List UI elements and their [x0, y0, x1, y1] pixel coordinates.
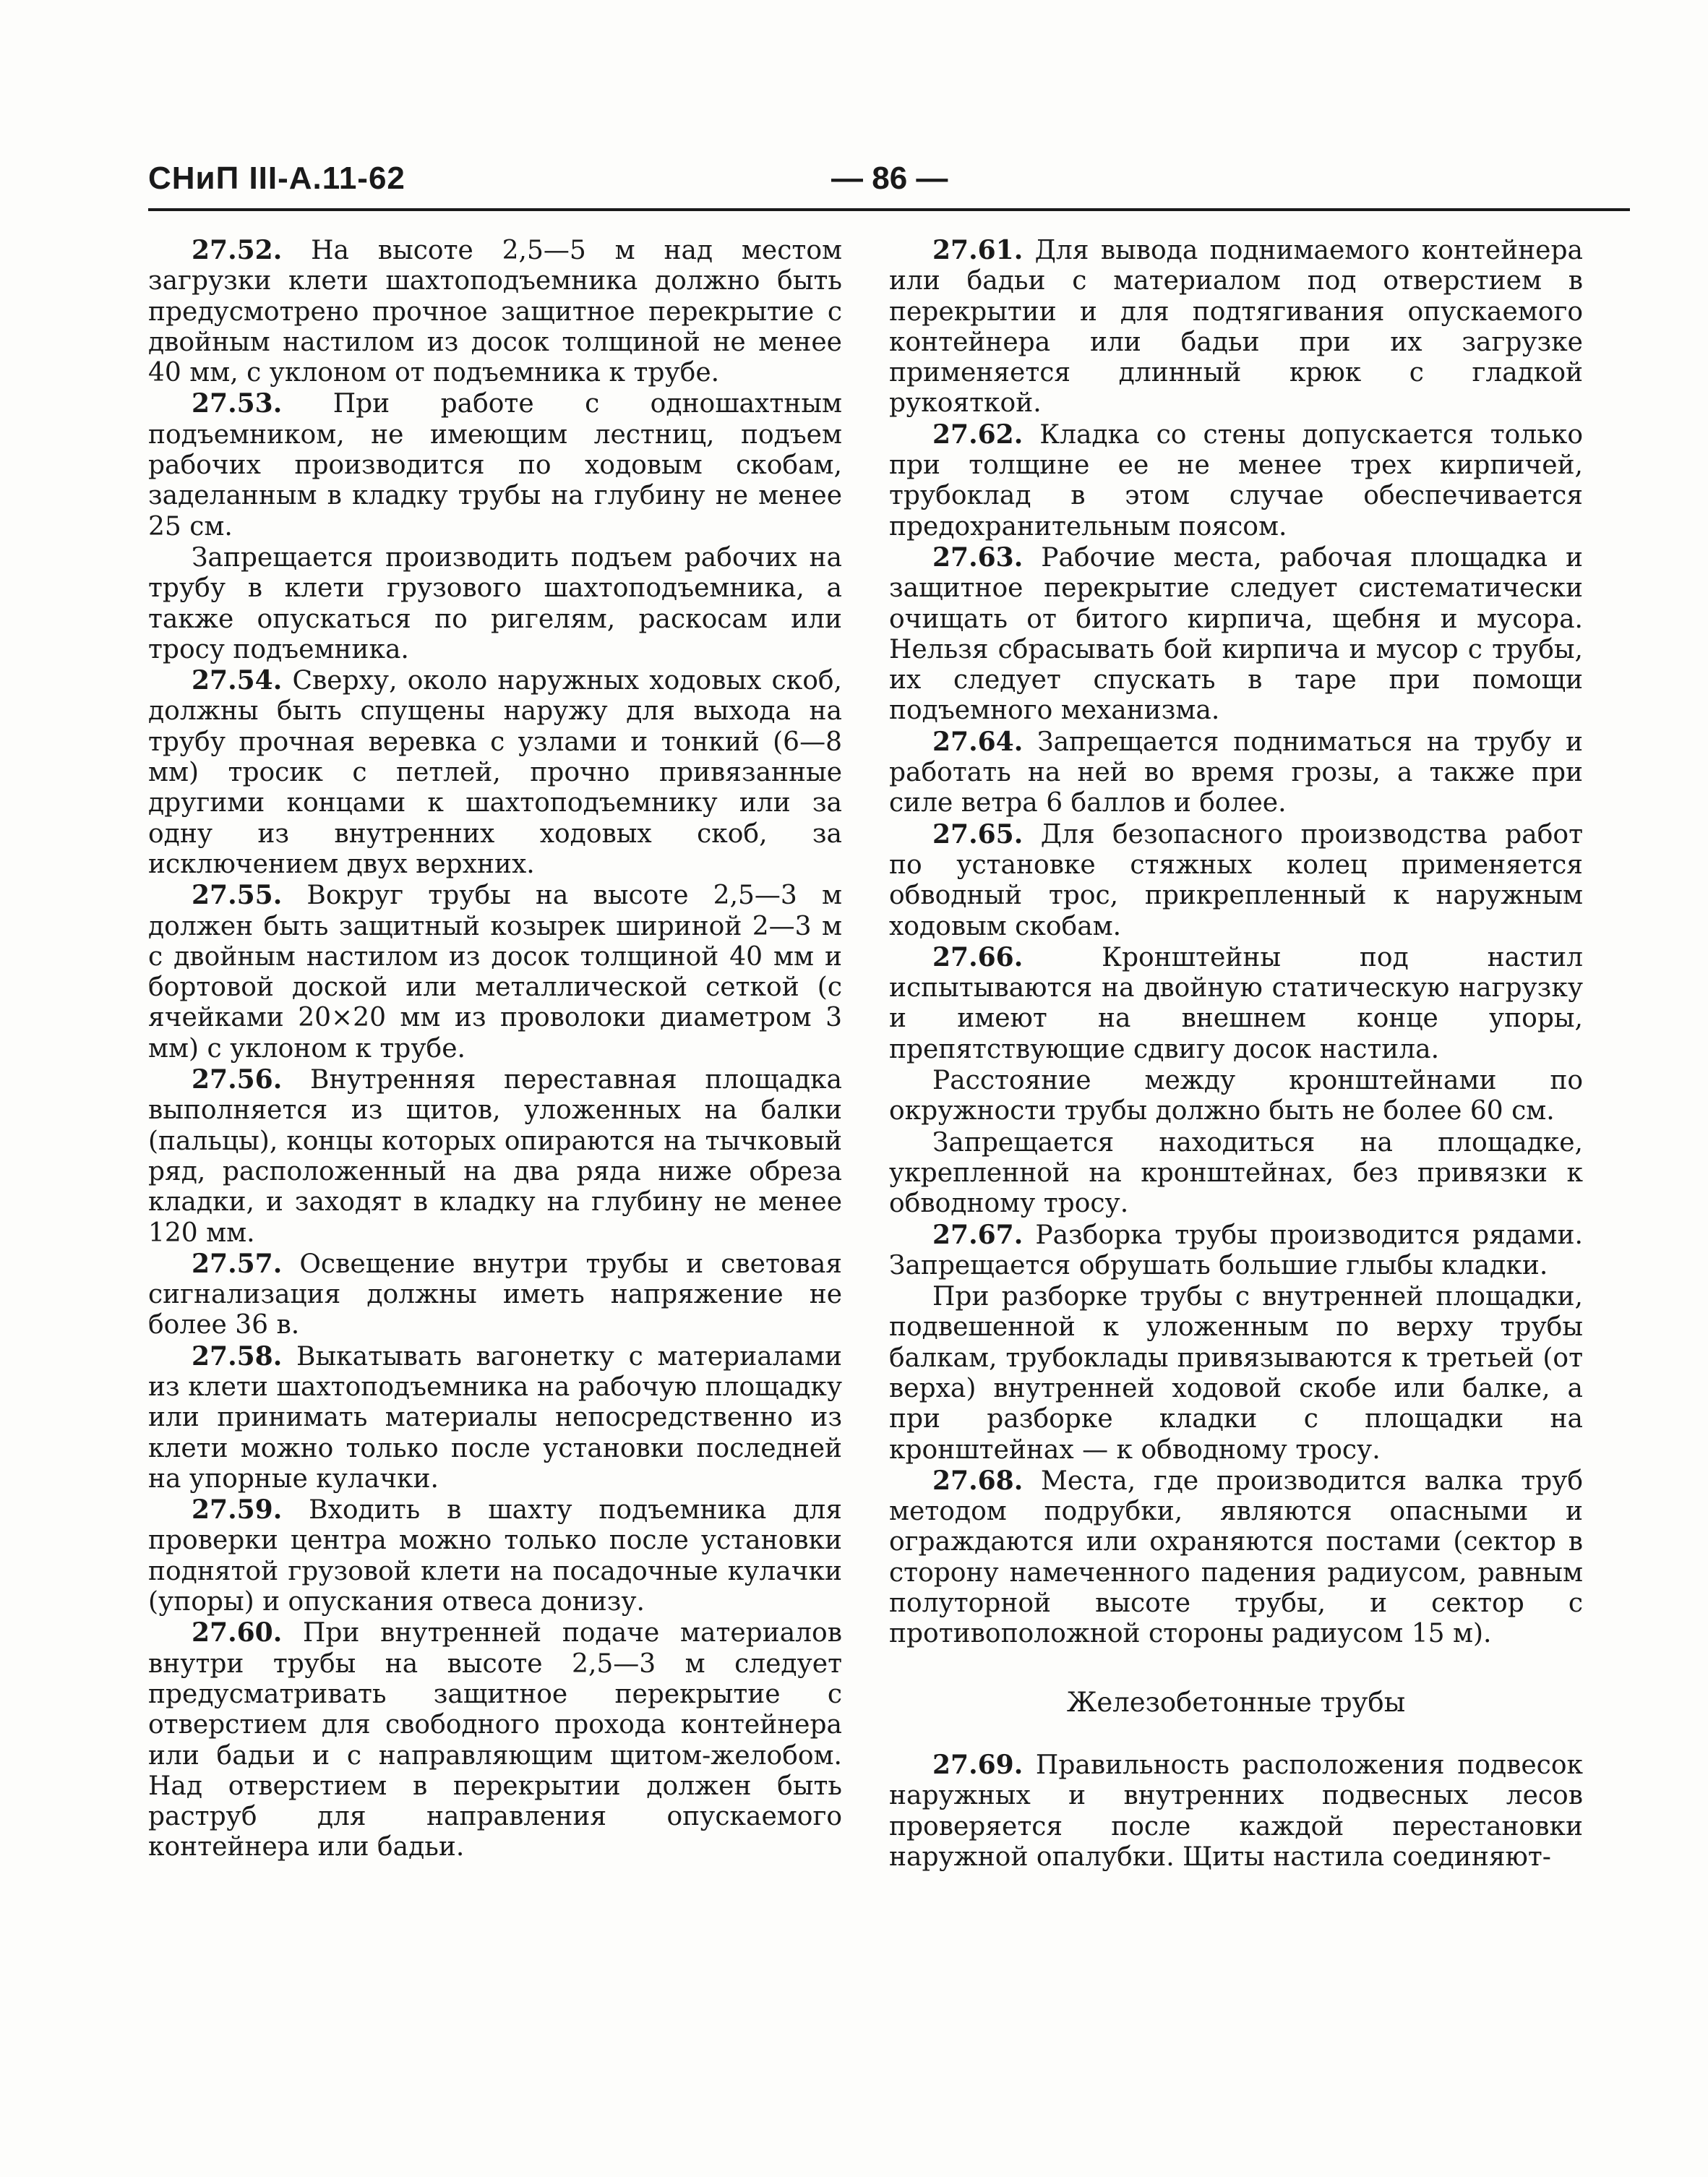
- clause-number: 27.66.: [932, 941, 1023, 972]
- left-column: [148, 235, 842, 1863]
- header-rule: [148, 208, 1630, 211]
- paragraph: [148, 1064, 842, 1249]
- clause-text: Кронштейны под настил испытываются на двойную статическую нагрузку и имеют на внешнем конце упоры, препятствующие сдвигу досок настила.: [889, 942, 1583, 1064]
- paragraph: [148, 235, 842, 388]
- clause-number: 27.60.: [192, 1617, 283, 1648]
- clause-number: 27.52.: [192, 235, 283, 265]
- clause-text: На высоте 2,5—5 м над местом загрузки клети шахтоподъемника должно быть предусмотрено прочное защитное перекрытие с двойным настилом из досок толщиной не менее 40 мм, с уклоном от подъемника к трубе.: [148, 236, 842, 388]
- page-header: [148, 161, 1630, 204]
- clause-number: 27.59.: [192, 1494, 283, 1526]
- paragraph: [889, 1750, 1583, 1873]
- clause-text: Места, где производится валка труб методом подрубки, являются опасными и ограждаются или охраняются постами (сектор в сторону намеченного падения радиусом, равным полуторной высоте трубы, и сектор с противоположной стороны радиусом 15 м).: [889, 1466, 1583, 1649]
- clause-number: 27.65.: [932, 818, 1023, 850]
- paragraph: [889, 1065, 1583, 1127]
- paragraph: [148, 388, 842, 542]
- clause-number: 27.58.: [192, 1340, 283, 1372]
- paragraph: [889, 727, 1583, 819]
- clause-text: Для безопасного производства работ по установке стяжных колец применяется обводный трос, прикрепленный к наружным ходовым скобам.: [889, 819, 1583, 941]
- clause-number: 27.55.: [192, 880, 283, 911]
- paragraph: [889, 1466, 1583, 1650]
- clause-number: 27.63.: [932, 542, 1023, 573]
- clause-number: 27.62.: [932, 419, 1023, 450]
- paragraph: [148, 542, 842, 665]
- paragraph: [889, 542, 1583, 727]
- paragraph: [889, 1220, 1583, 1282]
- clause-text: Расстояние между кронштейнами по окружности трубы должно быть не более 60 см.: [889, 1066, 1583, 1126]
- clause-text: Запрещается подниматься на трубу и работать на ней во время грозы, а также при силе ветра 6 баллов и более.: [889, 727, 1583, 818]
- clause-text: Правильность расположения подвесок наружных и внутренних подвесных лесов проверяется после каждой перестановки наружной опалубки. Щиты настила соединяют-: [889, 1750, 1583, 1872]
- clause-number: 27.61.: [932, 235, 1023, 265]
- clause-text: Рабочие места, рабочая площадка и защитное перекрытие следует систематически очищать от битого кирпича, щебня и мусора. Нельзя сбрасывать бой кирпича и мусор с трубы, их следует спускать в таре при помощи подъемного механизма.: [889, 542, 1583, 726]
- paragraph: [148, 665, 842, 880]
- paragraph: [889, 419, 1583, 542]
- section-heading: Железобетонные трубы: [1066, 1686, 1406, 1718]
- paragraph: [889, 1281, 1583, 1466]
- clause-text: Запрещается производить подъем рабочих на трубу в клети грузового шахтоподъемника, а также опускаться по ригелям, раскосам или тросу подъемника.: [148, 542, 842, 664]
- paragraph: [148, 1617, 842, 1862]
- clause-number: 27.57.: [192, 1248, 283, 1279]
- document-code: СНиП III-А.11-62: [148, 161, 405, 196]
- clause-number: 27.64.: [932, 726, 1023, 757]
- clause-number: 27.67.: [932, 1219, 1023, 1250]
- clause-number: 27.54.: [192, 665, 283, 696]
- clause-text: При внутренней подаче материалов внутри трубы на высоте 2,5—3 м следует предусматривать защитное перекрытие с отверстием для свободного прохода контейнера или бадьи и с направляющим щитом-желобом. Над отверстием в перекрытии должен быть раструб для направления опускаемого контейнера или бадьи.: [148, 1618, 842, 1862]
- paragraph: [148, 1249, 842, 1341]
- clause-number: 27.68.: [932, 1465, 1023, 1496]
- clause-text: При работе с одношахтным подъемником, не имеющим лестниц, подъем рабочих производится по ходовым скобам, заделанным в кладку трубы на глубину не менее 25 см.: [148, 389, 842, 542]
- right-column: [889, 235, 1583, 1873]
- clause-number: 27.56.: [192, 1064, 283, 1095]
- clause-text: Внутренняя переставная площадка выполняется из щитов, уложенных на балки (пальцы), концы которых опираются на тычковый ряд, расположенный на два ряда ниже обреза кладки, и заходят в кладку на глубину не менее 120 мм.: [148, 1065, 842, 1248]
- paragraph: [889, 235, 1583, 419]
- paragraph: [889, 819, 1583, 942]
- clause-text: Разборка трубы производится рядами. Запрещается обрушать большие глыбы кладки.: [889, 1220, 1583, 1280]
- clause-text: При разборке трубы с внутренней площадки, подвешенной к уложенным по верху трубы балкам, трубоклады привязываются к третьей (от верха) внутренней ходовой скобе или балке, а при разборке кладки с площадки на кронштейнах — к обводному тросу.: [889, 1282, 1583, 1465]
- clause-text: Выкатывать вагонетку с материалами из клети шахтоподъемника на рабочую площадку или принимать материалы непосредственно из клети можно только после установки последней на упорные кулачки.: [148, 1341, 842, 1494]
- paragraph: [889, 942, 1583, 1065]
- clause-text: Освещение внутри трубы и световая сигнализация должны иметь напряжение не более 36 в.: [148, 1249, 842, 1340]
- clause-number: 27.53.: [192, 388, 283, 419]
- clause-text: Сверху, около наружных ходовых скоб, должны быть спущены наружу для выхода на трубу прочная веревка с узлами и тонкий (6—8 мм) тросик с петлей, прочно привязанные другими концами к шахтоподъемнику или за одну из внутренних ходовых скоб, за исключением двух верхних.: [148, 666, 842, 879]
- paragraph: [889, 1127, 1583, 1220]
- clause-text: Запрещается находиться на площадке, укрепленной на кронштейнах, без привязки к обводному тросу.: [889, 1127, 1583, 1219]
- paragraph: [148, 1341, 842, 1494]
- page-number: — 86 —: [831, 161, 948, 196]
- paragraph: [148, 1494, 842, 1617]
- paragraph: [148, 880, 842, 1064]
- clause-text: Вокруг трубы на высоте 2,5—3 м должен быть защитный козырек шириной 2—3 м с двойным настилом из досок толщиной 40 мм и бортовой доской или металлической сеткой (с ячейками 20×20 мм из проволоки диаметром 3 мм) с уклоном к трубе.: [148, 881, 842, 1064]
- clause-number: 27.69.: [932, 1749, 1023, 1780]
- clause-text: Для вывода поднимаемого контейнера или бадьи с материалом под отверстием в перекрытии и для подтягивания опускаемого контейнера или бадьи при их загрузке применяется длинный крюк с гладкой рукояткой.: [889, 236, 1583, 419]
- clause-text: Кладка со стены допускается только при толщине ее не менее трех кирпичей, трубоклад в этом случае обеспечивается предохранительным поясом.: [889, 419, 1583, 542]
- clause-text: Входить в шахту подъемника для проверки центра можно только после установки поднятой грузовой клети на посадочные кулачки (упоры) и опускания отвеса донизу.: [148, 1495, 842, 1617]
